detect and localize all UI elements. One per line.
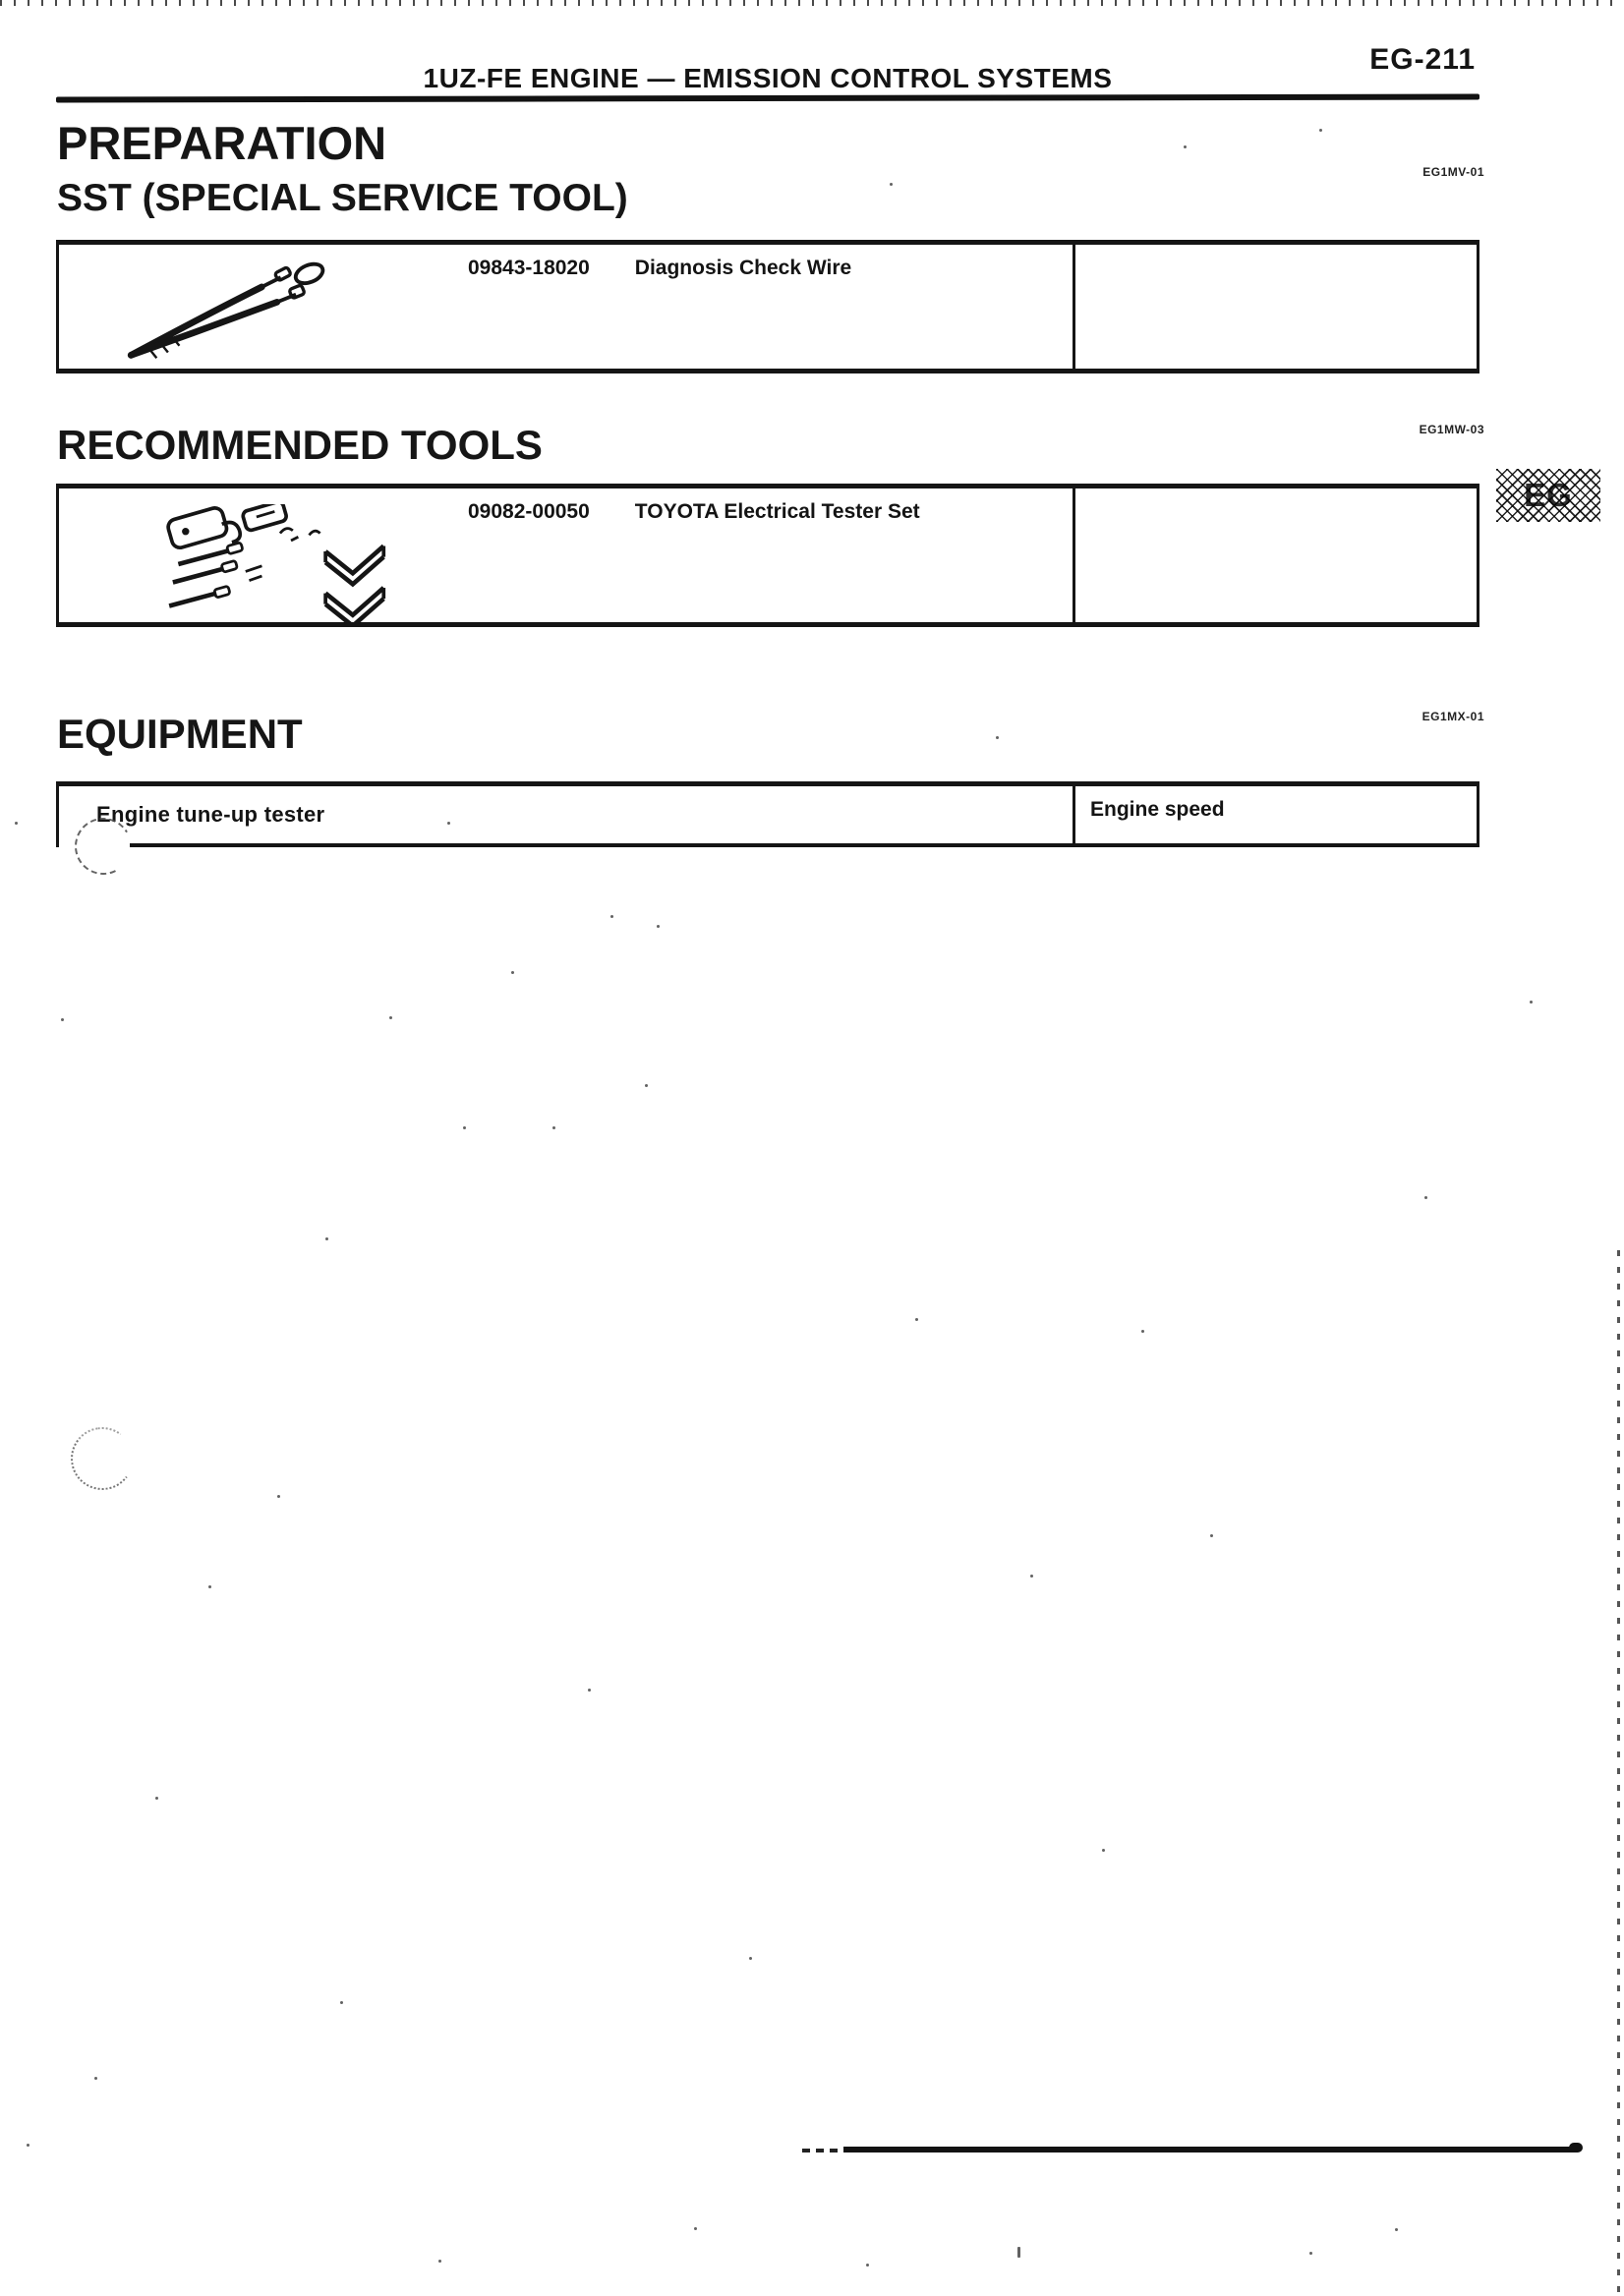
scan-bottom-line-dashes (802, 2149, 843, 2152)
section-title-equipment: EQUIPMENT (57, 711, 303, 757)
noise-dot (208, 1585, 211, 1588)
noise-dot (155, 1797, 158, 1800)
sst-part-number: 09843-18020 (468, 257, 590, 279)
noise-dot (890, 183, 893, 186)
noise-dot (996, 736, 999, 739)
scan-circle-artifact (67, 1423, 138, 1494)
diagnosis-check-wire-illustration (116, 258, 347, 365)
page-number: EG-211 (1369, 43, 1476, 76)
noise-dot (325, 1237, 328, 1240)
recommended-tools-table-divider (1073, 488, 1075, 622)
noise-dot (340, 2001, 343, 2004)
noise-dot (610, 915, 613, 918)
section-title-sst: SST (SPECIAL SERVICE TOOL) (57, 177, 628, 219)
recommended-tools-row (468, 500, 920, 524)
noise-dot (915, 1318, 918, 1321)
noise-dot (1530, 1001, 1533, 1004)
noise-dot (1102, 1849, 1105, 1852)
noise-dot (1319, 129, 1322, 132)
header-rule (56, 93, 1479, 102)
noise-dot (61, 1018, 64, 1021)
section-code-sst: EG1MV-01 (1422, 165, 1484, 179)
equipment-use: Engine speed (1090, 798, 1225, 821)
noise-dot (1309, 2252, 1312, 2255)
noise-dot (1210, 1534, 1213, 1537)
noise-dot (1030, 1575, 1033, 1578)
page-header-title: 1UZ-FE ENGINE — EMISSION CONTROL SYSTEMS (423, 63, 1113, 93)
noise-dot (694, 2227, 697, 2230)
recommended-tools-table (56, 484, 1479, 627)
noise-dot (277, 1495, 280, 1498)
scan-bottom-line (843, 2147, 1579, 2152)
section-title-recommended-tools: RECOMMENDED TOOLS (57, 422, 543, 468)
scan-dashed-edge-right (1617, 1250, 1620, 2296)
noise-dot (866, 2264, 869, 2267)
eg-section-tab-label: EG (1524, 477, 1573, 513)
noise-dot (27, 2144, 29, 2147)
equipment-table (56, 781, 1479, 847)
noise-dot (645, 1084, 648, 1087)
electrical-tester-set-drawing (153, 504, 429, 624)
scan-dotted-edge-top (0, 0, 1624, 6)
noise-dot (1184, 145, 1187, 148)
sst-table (56, 240, 1479, 373)
noise-dot (463, 1126, 466, 1129)
noise-dot (447, 822, 450, 825)
noise-dot (588, 1689, 591, 1692)
noise-dot (552, 1126, 555, 1129)
eg-section-tab (1496, 469, 1600, 522)
recommended-tool-part-number: 09082-00050 (468, 500, 590, 523)
section-title-preparation: PREPARATION (57, 117, 387, 169)
noise-dot (389, 1016, 392, 1019)
noise-dot (657, 925, 660, 928)
sst-table-divider (1073, 245, 1075, 369)
sst-tool-name: Diagnosis Check Wire (634, 257, 852, 279)
sst-row (468, 257, 851, 280)
noise-dot (438, 2260, 441, 2263)
diagnosis-check-wire-drawing (116, 258, 347, 365)
noise-dot (1141, 1330, 1144, 1333)
equipment-table-divider (1073, 786, 1075, 843)
noise-dot (749, 1957, 752, 1960)
equipment-item: Engine tune-up tester (96, 802, 325, 827)
section-code-equipment: EG1MX-01 (1421, 710, 1484, 723)
electrical-tester-set-illustration (153, 504, 429, 624)
noise-dot (15, 822, 18, 825)
section-code-recommended-tools: EG1MW-03 (1419, 423, 1484, 436)
noise-dot (511, 971, 514, 974)
noise-tick (1017, 2247, 1020, 2258)
noise-dot (1424, 1196, 1427, 1199)
noise-dot (1395, 2228, 1398, 2231)
recommended-tool-name: TOYOTA Electrical Tester Set (634, 500, 920, 523)
noise-dot (94, 2077, 97, 2080)
